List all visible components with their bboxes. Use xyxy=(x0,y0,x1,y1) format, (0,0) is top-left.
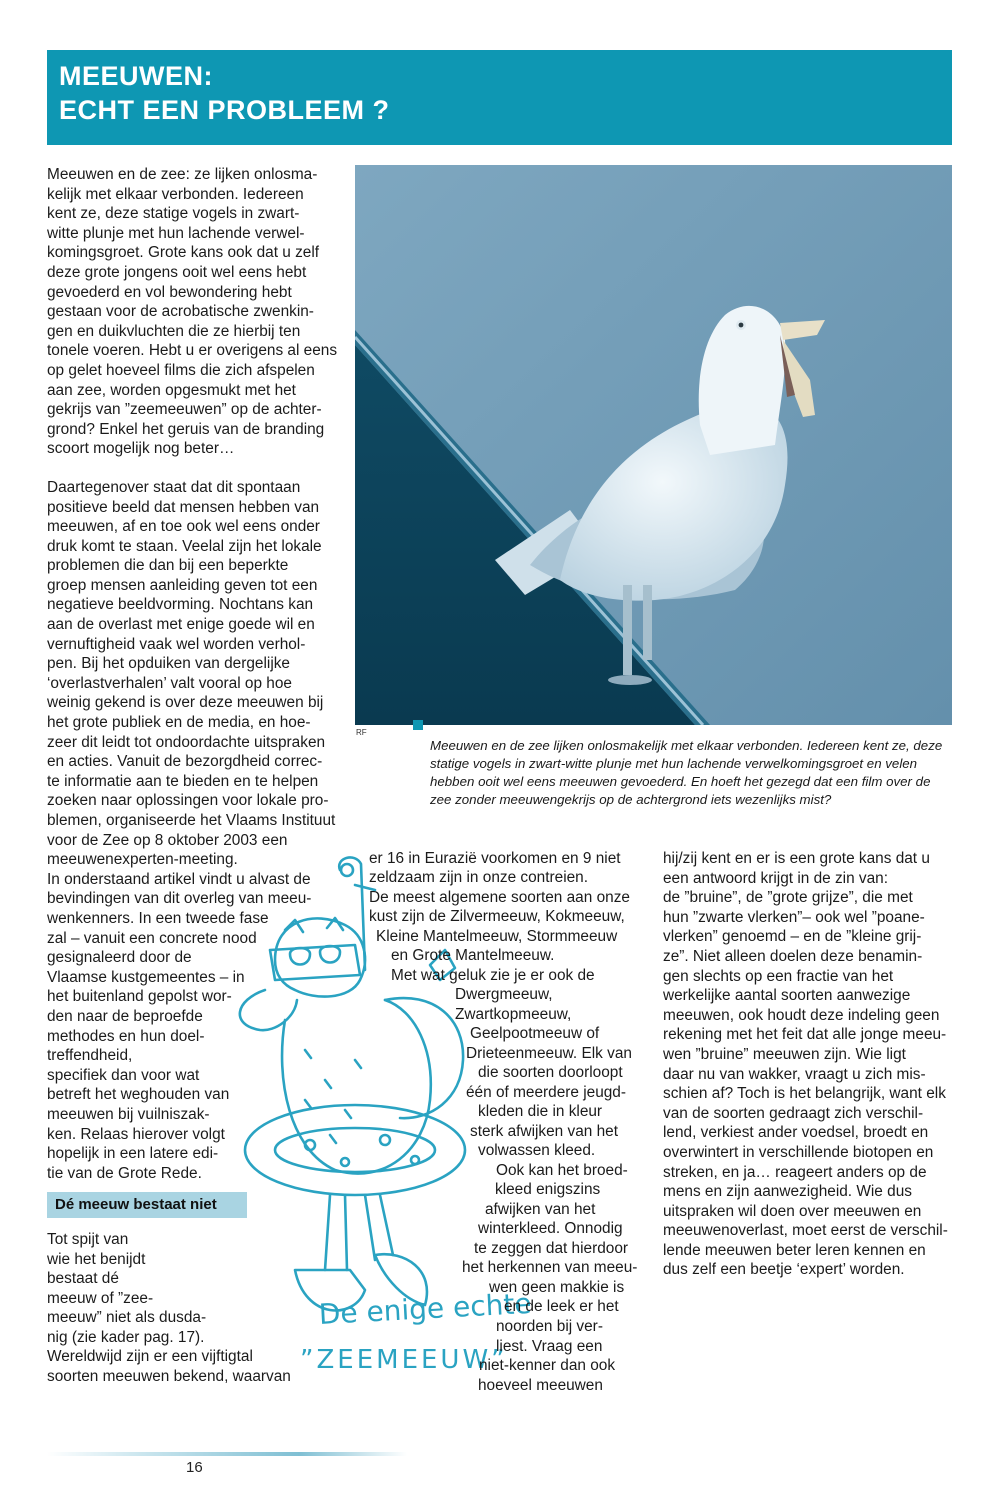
intro-line: kent ze, deze statige vogels in zwart- xyxy=(47,205,300,223)
col4-line: streken, en ja… reageert anders op de xyxy=(663,1163,927,1181)
body-line: hopelijk in een latere edi- xyxy=(47,1145,219,1163)
col4-line: lende meeuwen beter leren kennen en xyxy=(663,1241,926,1259)
gull-illustration xyxy=(355,165,952,725)
col4-line: van de soorten gedraagt zich verschil- xyxy=(663,1104,924,1122)
section-line: nig (zie kader pag. 17). xyxy=(47,1329,205,1346)
section-line: soorten meeuwen bekend, waarvan xyxy=(47,1368,291,1385)
col3-line: liest. Vraag een xyxy=(496,1338,603,1355)
section-subheading xyxy=(47,1192,247,1218)
intro-line: tonele voeren. Hebt u er overigens al eens xyxy=(47,342,338,360)
body-line: meeuwen bij vuilniszak- xyxy=(47,1105,210,1123)
body-line: wenkenners. In een tweede fase xyxy=(47,909,269,927)
body-line: positieve beeld dat mensen hebben van xyxy=(47,498,320,516)
col4-line: dus zelf een beetje ‘expert’ worden. xyxy=(663,1261,905,1279)
body-line: betreft het weghouden van xyxy=(47,1086,230,1104)
body-line: treffendheid, xyxy=(47,1047,133,1065)
intro-line: grond? Enkel het geruis van de branding xyxy=(47,420,325,438)
col3-line: De meest algemene soorten aan onze xyxy=(369,889,630,906)
col4-line: hun ”zwarte vlerken”– ook wel ”poane- xyxy=(663,908,925,926)
body-line: gesignaleerd door de xyxy=(47,949,192,967)
col3-line: noorden bij ver- xyxy=(496,1318,603,1335)
col4-line: vlerken” genoemd – en de ”kleine grij- xyxy=(663,928,922,946)
intro-paragraph xyxy=(47,165,347,459)
gull-photo xyxy=(355,165,952,725)
col3-line: Dwergmeeuw, xyxy=(455,986,553,1003)
intro-line: gestaan voor de acrobatische zwenkin- xyxy=(47,303,314,321)
body-line: zoeken naar oplossingen voor lokale pro- xyxy=(47,792,329,810)
body-line: tie van de Grote Rede. xyxy=(47,1164,202,1182)
title-banner xyxy=(47,50,952,145)
article-column-4 xyxy=(663,849,963,1280)
col4-line: rekening met het feit dat alle jonge meeu- xyxy=(663,1026,947,1044)
col3-line: winterkleed. Onnodig xyxy=(478,1220,623,1237)
col3-line: en de leek er het xyxy=(504,1298,619,1315)
body-line: voor de Zee op 8 oktober 2003 een xyxy=(47,831,288,849)
section-line: meeuw” niet als dusda- xyxy=(47,1309,207,1326)
col3-line: niet-kenner dan ook xyxy=(479,1357,616,1374)
col3-line: één of meerdere jeugd- xyxy=(466,1084,626,1101)
photo-caption: Meeuwen en de zee lijken onlosmakelijk met elkaar verbonden. Iedereen kent ze, deze statige vogels in zwart-witte plunje met hun lachende verwelkomingsgroet en velen hebben ooit wel eens meeuwen gevoederd. En hoeft het gezegd dat een film over de zee zonder meeuwengekrijs op de achtergrond iets wezenlijks mist? xyxy=(430,738,943,807)
body-line: In onderstaand artikel vindt u alvast de xyxy=(47,870,311,888)
body-line: ken. Relaas hierover volgt xyxy=(47,1125,225,1143)
intro-line: op gelet hoeveel films die zich afspelen xyxy=(47,361,315,379)
caption-marker xyxy=(413,720,423,730)
col3-line: en Grote Mantelmeeuw. xyxy=(391,947,555,964)
intro-line: scoort mogelijk nog beter… xyxy=(47,440,235,458)
body-line: methodes en hun doel- xyxy=(47,1027,205,1045)
col3-line: te zeggen dat hierdoor xyxy=(474,1240,629,1257)
body-line: en acties. Vanuit de bezorgdheid correc- xyxy=(47,753,323,771)
body-line: Daartegenover staat dat dit spontaan xyxy=(47,478,301,496)
intro-line: komingsgroet. Grote kans ook dat u zelf xyxy=(47,244,320,262)
intro-line: kelijk met elkaar verbonden. Iedereen xyxy=(47,185,304,203)
col4-line: daar nu van wakker, vraagt u zich mis- xyxy=(663,1065,926,1083)
body-line: negatieve beeldvorming. Nochtans kan xyxy=(47,596,314,614)
col3-line: Geelpootmeeuw of xyxy=(470,1025,600,1042)
body-line: bevindingen van dit overleg van meeu- xyxy=(47,890,312,908)
section-line: Wereldwijd zijn er een vijftigtal xyxy=(47,1348,253,1365)
intro-line: Meeuwen en de zee: ze lijken onlosma- xyxy=(47,166,318,183)
col4-line: uitspraken wil doen over meeuwen en xyxy=(663,1202,922,1220)
section-line: Tot spijt van xyxy=(47,1231,129,1248)
title-line-2: ECHT EEN PROBLEEM ? xyxy=(59,95,390,125)
col3-line: Met wat geluk zie je er ook de xyxy=(391,967,595,984)
col4-line: de ”bruine”, de ”grote grijze”, die met xyxy=(663,889,913,907)
col3-line: die soorten doorloopt xyxy=(478,1064,623,1081)
col3-line: volwassen kleed. xyxy=(478,1142,596,1159)
col4-line: lend, verkiest ander voedsel, broedt en xyxy=(663,1124,929,1142)
col3-line: kleden die in kleur xyxy=(478,1103,603,1120)
body-line: meeuwenexperten-meeting. xyxy=(47,851,238,869)
body-line: blemen, organiseerde het Vlaams Instituut xyxy=(47,812,336,829)
intro-line: gevoederd en vol bewondering hebt xyxy=(47,283,292,301)
body-line: problemen die dan bij een beperkte xyxy=(47,557,289,575)
col3-line: kust zijn de Zilvermeeuw, Kokmeeuw, xyxy=(369,908,625,925)
col4-line: werkelijke aantal soorten aanwezige xyxy=(663,987,911,1005)
col4-line: hij/zij kent en er is een grote kans dat u xyxy=(663,850,930,867)
page-number: 16 xyxy=(186,1459,203,1476)
body-line: den naar de beproefde xyxy=(47,1007,203,1025)
intro-line: aan zee, worden opgesmukt met het xyxy=(47,381,296,399)
section-line: wie het benijdt xyxy=(47,1251,146,1268)
cartoon-caption-line-2: ”ZEEMEEUW” xyxy=(300,1345,508,1375)
body-line: vernuftigheid vaak wel worden verhol- xyxy=(47,635,306,653)
col3-line: wen geen makkie is xyxy=(489,1279,625,1296)
body-line: pen. Bij het opduiken van dergelijke xyxy=(47,655,290,673)
col3-line: Kleine Mantelmeeuw, Stormmeeuw xyxy=(376,928,618,945)
body-line: groep mensen aanleiding geven tot een xyxy=(47,576,318,594)
col3-line: kleed enigszins xyxy=(495,1181,601,1198)
body-line: het grote publiek en de media, en hoe- xyxy=(47,714,311,732)
col4-line: een antwoord krijgt in de zin van: xyxy=(663,869,889,887)
col4-line: ze”. Niet alleen doelen deze benamin- xyxy=(663,947,923,965)
col4-line: mens en zijn aanwezigheid. Wie dus xyxy=(663,1183,912,1201)
intro-line: gen en duikvluchten die ze hierbij ten xyxy=(47,322,301,340)
col4-line: meeuwen, ook houdt deze indeling geen xyxy=(663,1006,940,1024)
body-line: zeer dit leidt tot ondoordachte uitspraken xyxy=(47,733,326,751)
footer-rule xyxy=(47,1452,407,1456)
section-line: bestaat dé xyxy=(47,1270,119,1287)
body-line: ‘overlastverhalen’ valt vooral op hoe xyxy=(47,674,292,692)
col3-line: het herkennen van meeu- xyxy=(462,1259,638,1276)
col4-line: meeuwenoverlast, moet eerst de verschil- xyxy=(663,1222,948,1240)
col3-line: Ook kan het broed- xyxy=(496,1162,628,1179)
col4-line: overwintert in verschillende biotopen en xyxy=(663,1143,934,1161)
col4-line: wen ”bruine” meeuwen zijn. Wie ligt xyxy=(663,1045,906,1063)
col4-line: gen slechts op een fractie van het xyxy=(663,967,894,985)
body-line: Vlaamse kustgemeentes – in xyxy=(47,968,245,986)
cartoon-caption-line-1: De enige echte xyxy=(318,1286,533,1331)
col3-line: zeldzaam zijn in onze contreien. xyxy=(369,869,589,886)
body-line: zal – vanuit een concrete nood xyxy=(47,929,257,947)
intro-line: deze grote jongens ooit wel eens hebt xyxy=(47,263,307,281)
col3-line: er 16 in Eurazië voorkomen en 9 niet xyxy=(369,850,621,867)
col3-line: afwijken van het xyxy=(485,1201,596,1218)
body-line: specifiek dan voor wat xyxy=(47,1066,200,1084)
body-line: het buitenland gepolst wor- xyxy=(47,988,232,1006)
col3-line: Zwartkopmeeuw, xyxy=(455,1006,572,1023)
body-line: meeuwen, af en toe ook wel eens onder xyxy=(47,518,320,536)
intro-line: witte plunje met hun lachende verwel- xyxy=(47,224,305,242)
intro-line: gekrijs van ”zeemeeuwen” op de achter- xyxy=(47,401,322,419)
body-line: te informatie aan te bieden en te helpen xyxy=(47,772,319,790)
subheading-label: Dé meeuw bestaat niet xyxy=(55,1196,217,1213)
body-line: druk komt te staan. Veelal zijn het lokale xyxy=(47,537,322,555)
photo-credit: RF xyxy=(356,728,367,737)
col4-line: schien af? Toch is het belangrijk, want elk xyxy=(663,1085,946,1103)
col3-line: hoeveel meeuwen xyxy=(478,1377,603,1394)
section-line: meeuw of ”zee- xyxy=(47,1290,154,1307)
body-line: aan de overlast met enige goede wil en xyxy=(47,616,315,634)
body-line: weinig gekend is over deze meeuwen bij xyxy=(47,694,324,712)
col3-line: Drieteenmeeuw. Elk van xyxy=(466,1045,632,1062)
title-line-1: MEEUWEN: xyxy=(59,61,213,91)
col3-line: sterk afwijken van het xyxy=(470,1123,618,1140)
